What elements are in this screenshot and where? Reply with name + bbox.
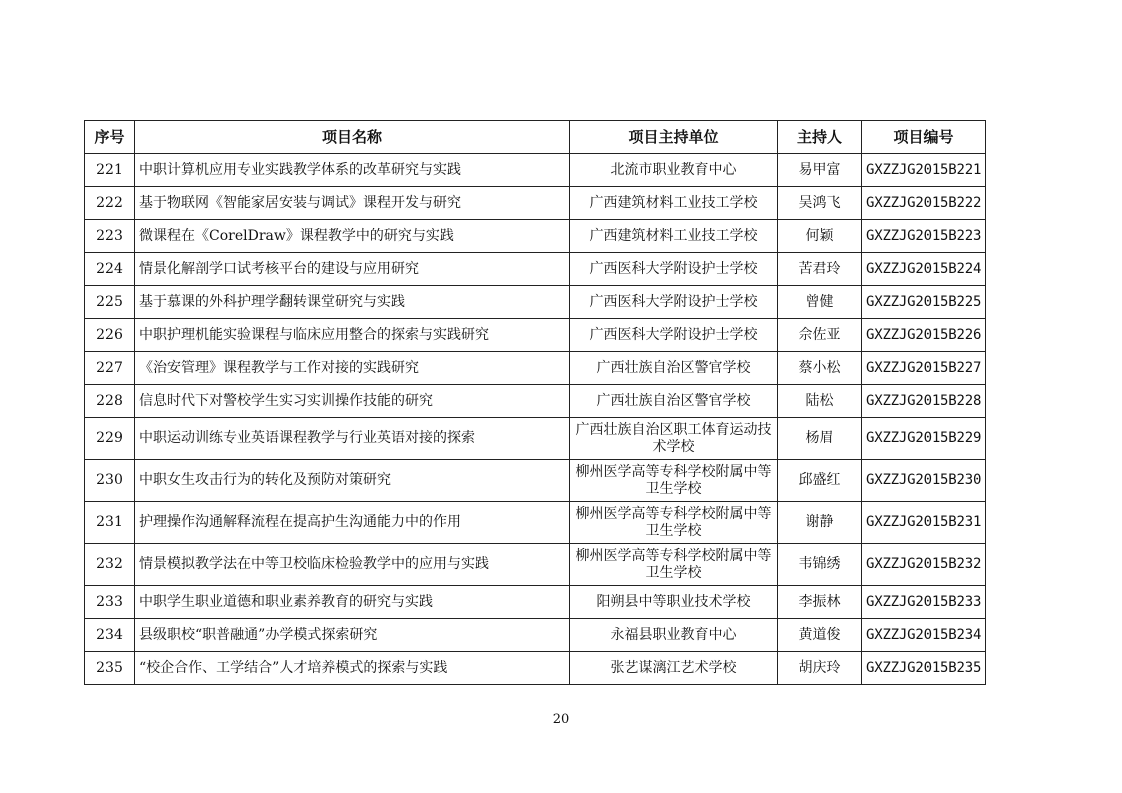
cell-host: 陆松 xyxy=(778,385,862,418)
cell-unit: 北流市职业教育中心 xyxy=(570,154,778,187)
table-header-row xyxy=(85,121,986,154)
cell-unit: 广西建筑材料工业技工学校 xyxy=(570,220,778,253)
cell-unit: 广西壮族自治区警官学校 xyxy=(570,385,778,418)
cell-no: 221 xyxy=(85,154,135,187)
cell-host: 蔡小松 xyxy=(778,352,862,385)
cell-host: 谢静 xyxy=(778,502,862,544)
cell-unit: 广西医科大学附设护士学校 xyxy=(570,319,778,352)
cell-unit: 柳州医学高等专科学校附属中等卫生学校 xyxy=(570,460,778,502)
cell-name: 信息时代下对警校学生实习实训操作技能的研究 xyxy=(135,385,570,418)
cell-name: 中职计算机应用专业实践教学体系的改革研究与实践 xyxy=(135,154,570,187)
table-row xyxy=(85,352,986,385)
cell-name: 微课程在《CorelDraw》课程教学中的研究与实践 xyxy=(135,220,570,253)
cell-code: GXZZJG2015B223 xyxy=(862,220,986,253)
cell-no: 223 xyxy=(85,220,135,253)
table-row xyxy=(85,319,986,352)
cell-name: 《治安管理》课程教学与工作对接的实践研究 xyxy=(135,352,570,385)
cell-name: 基于慕课的外科护理学翻转课堂研究与实践 xyxy=(135,286,570,319)
table-row xyxy=(85,253,986,286)
cell-code: GXZZJG2015B222 xyxy=(862,187,986,220)
table-row xyxy=(85,460,986,502)
cell-no: 230 xyxy=(85,460,135,502)
cell-name: 中职护理机能实验课程与临床应用整合的探索与实践研究 xyxy=(135,319,570,352)
cell-unit: 柳州医学高等专科学校附属中等卫生学校 xyxy=(570,544,778,586)
table-row xyxy=(85,220,986,253)
cell-code: GXZZJG2015B231 xyxy=(862,502,986,544)
header-name: 项目名称 xyxy=(135,121,570,154)
cell-host: 胡庆玲 xyxy=(778,652,862,685)
cell-code: GXZZJG2015B226 xyxy=(862,319,986,352)
table-row xyxy=(85,586,986,619)
cell-name: 情景化解剖学口试考核平台的建设与应用研究 xyxy=(135,253,570,286)
cell-unit: 广西建筑材料工业技工学校 xyxy=(570,187,778,220)
cell-no: 229 xyxy=(85,418,135,460)
cell-code: GXZZJG2015B234 xyxy=(862,619,986,652)
cell-name: 中职学生职业道德和职业素养教育的研究与实践 xyxy=(135,586,570,619)
cell-code: GXZZJG2015B221 xyxy=(862,154,986,187)
header-host: 主持人 xyxy=(778,121,862,154)
cell-host: 吴鸿飞 xyxy=(778,187,862,220)
cell-code: GXZZJG2015B225 xyxy=(862,286,986,319)
cell-code: GXZZJG2015B232 xyxy=(862,544,986,586)
cell-host: 杨眉 xyxy=(778,418,862,460)
table-row xyxy=(85,385,986,418)
table-row xyxy=(85,418,986,460)
cell-no: 235 xyxy=(85,652,135,685)
cell-unit: 广西壮族自治区职工体育运动技术学校 xyxy=(570,418,778,460)
cell-code: GXZZJG2015B235 xyxy=(862,652,986,685)
cell-no: 224 xyxy=(85,253,135,286)
cell-code: GXZZJG2015B227 xyxy=(862,352,986,385)
cell-code: GXZZJG2015B228 xyxy=(862,385,986,418)
table-row xyxy=(85,652,986,685)
cell-no: 222 xyxy=(85,187,135,220)
cell-host: 邱盛红 xyxy=(778,460,862,502)
table-row xyxy=(85,619,986,652)
cell-host: 黄道俊 xyxy=(778,619,862,652)
cell-no: 231 xyxy=(85,502,135,544)
project-table xyxy=(84,120,986,685)
header-unit: 项目主持单位 xyxy=(570,121,778,154)
cell-host: 苦君玲 xyxy=(778,253,862,286)
cell-no: 228 xyxy=(85,385,135,418)
header-code: 项目编号 xyxy=(862,121,986,154)
cell-no: 227 xyxy=(85,352,135,385)
cell-unit: 柳州医学高等专科学校附属中等卫生学校 xyxy=(570,502,778,544)
header-no: 序号 xyxy=(85,121,135,154)
cell-host: 佘佐亚 xyxy=(778,319,862,352)
cell-no: 232 xyxy=(85,544,135,586)
cell-unit: 阳朔县中等职业技术学校 xyxy=(570,586,778,619)
cell-unit: 广西壮族自治区警官学校 xyxy=(570,352,778,385)
page-number: 20 xyxy=(552,712,570,727)
cell-code: GXZZJG2015B229 xyxy=(862,418,986,460)
cell-no: 226 xyxy=(85,319,135,352)
cell-name: 基于物联网《智能家居安装与调试》课程开发与研究 xyxy=(135,187,570,220)
table-row xyxy=(85,187,986,220)
cell-host: 何颖 xyxy=(778,220,862,253)
cell-no: 234 xyxy=(85,619,135,652)
cell-name: “校企合作、工学结合”人才培养模式的探索与实践 xyxy=(135,652,570,685)
cell-unit: 永福县职业教育中心 xyxy=(570,619,778,652)
cell-host: 曾健 xyxy=(778,286,862,319)
table-row xyxy=(85,154,986,187)
cell-name: 情景模拟教学法在中等卫校临床检验教学中的应用与实践 xyxy=(135,544,570,586)
table-row xyxy=(85,544,986,586)
cell-host: 李振林 xyxy=(778,586,862,619)
table-row xyxy=(85,286,986,319)
cell-no: 225 xyxy=(85,286,135,319)
cell-code: GXZZJG2015B224 xyxy=(862,253,986,286)
cell-host: 韦锦绣 xyxy=(778,544,862,586)
cell-name: 护理操作沟通解释流程在提高护生沟通能力中的作用 xyxy=(135,502,570,544)
cell-unit: 张艺谋漓江艺术学校 xyxy=(570,652,778,685)
cell-code: GXZZJG2015B233 xyxy=(862,586,986,619)
cell-name: 县级职校“职普融通”办学模式探索研究 xyxy=(135,619,570,652)
cell-unit: 广西医科大学附设护士学校 xyxy=(570,286,778,319)
cell-name: 中职运动训练专业英语课程教学与行业英语对接的探索 xyxy=(135,418,570,460)
cell-host: 易甲富 xyxy=(778,154,862,187)
cell-no: 233 xyxy=(85,586,135,619)
cell-name: 中职女生攻击行为的转化及预防对策研究 xyxy=(135,460,570,502)
cell-code: GXZZJG2015B230 xyxy=(862,460,986,502)
cell-unit: 广西医科大学附设护士学校 xyxy=(570,253,778,286)
table-row xyxy=(85,502,986,544)
